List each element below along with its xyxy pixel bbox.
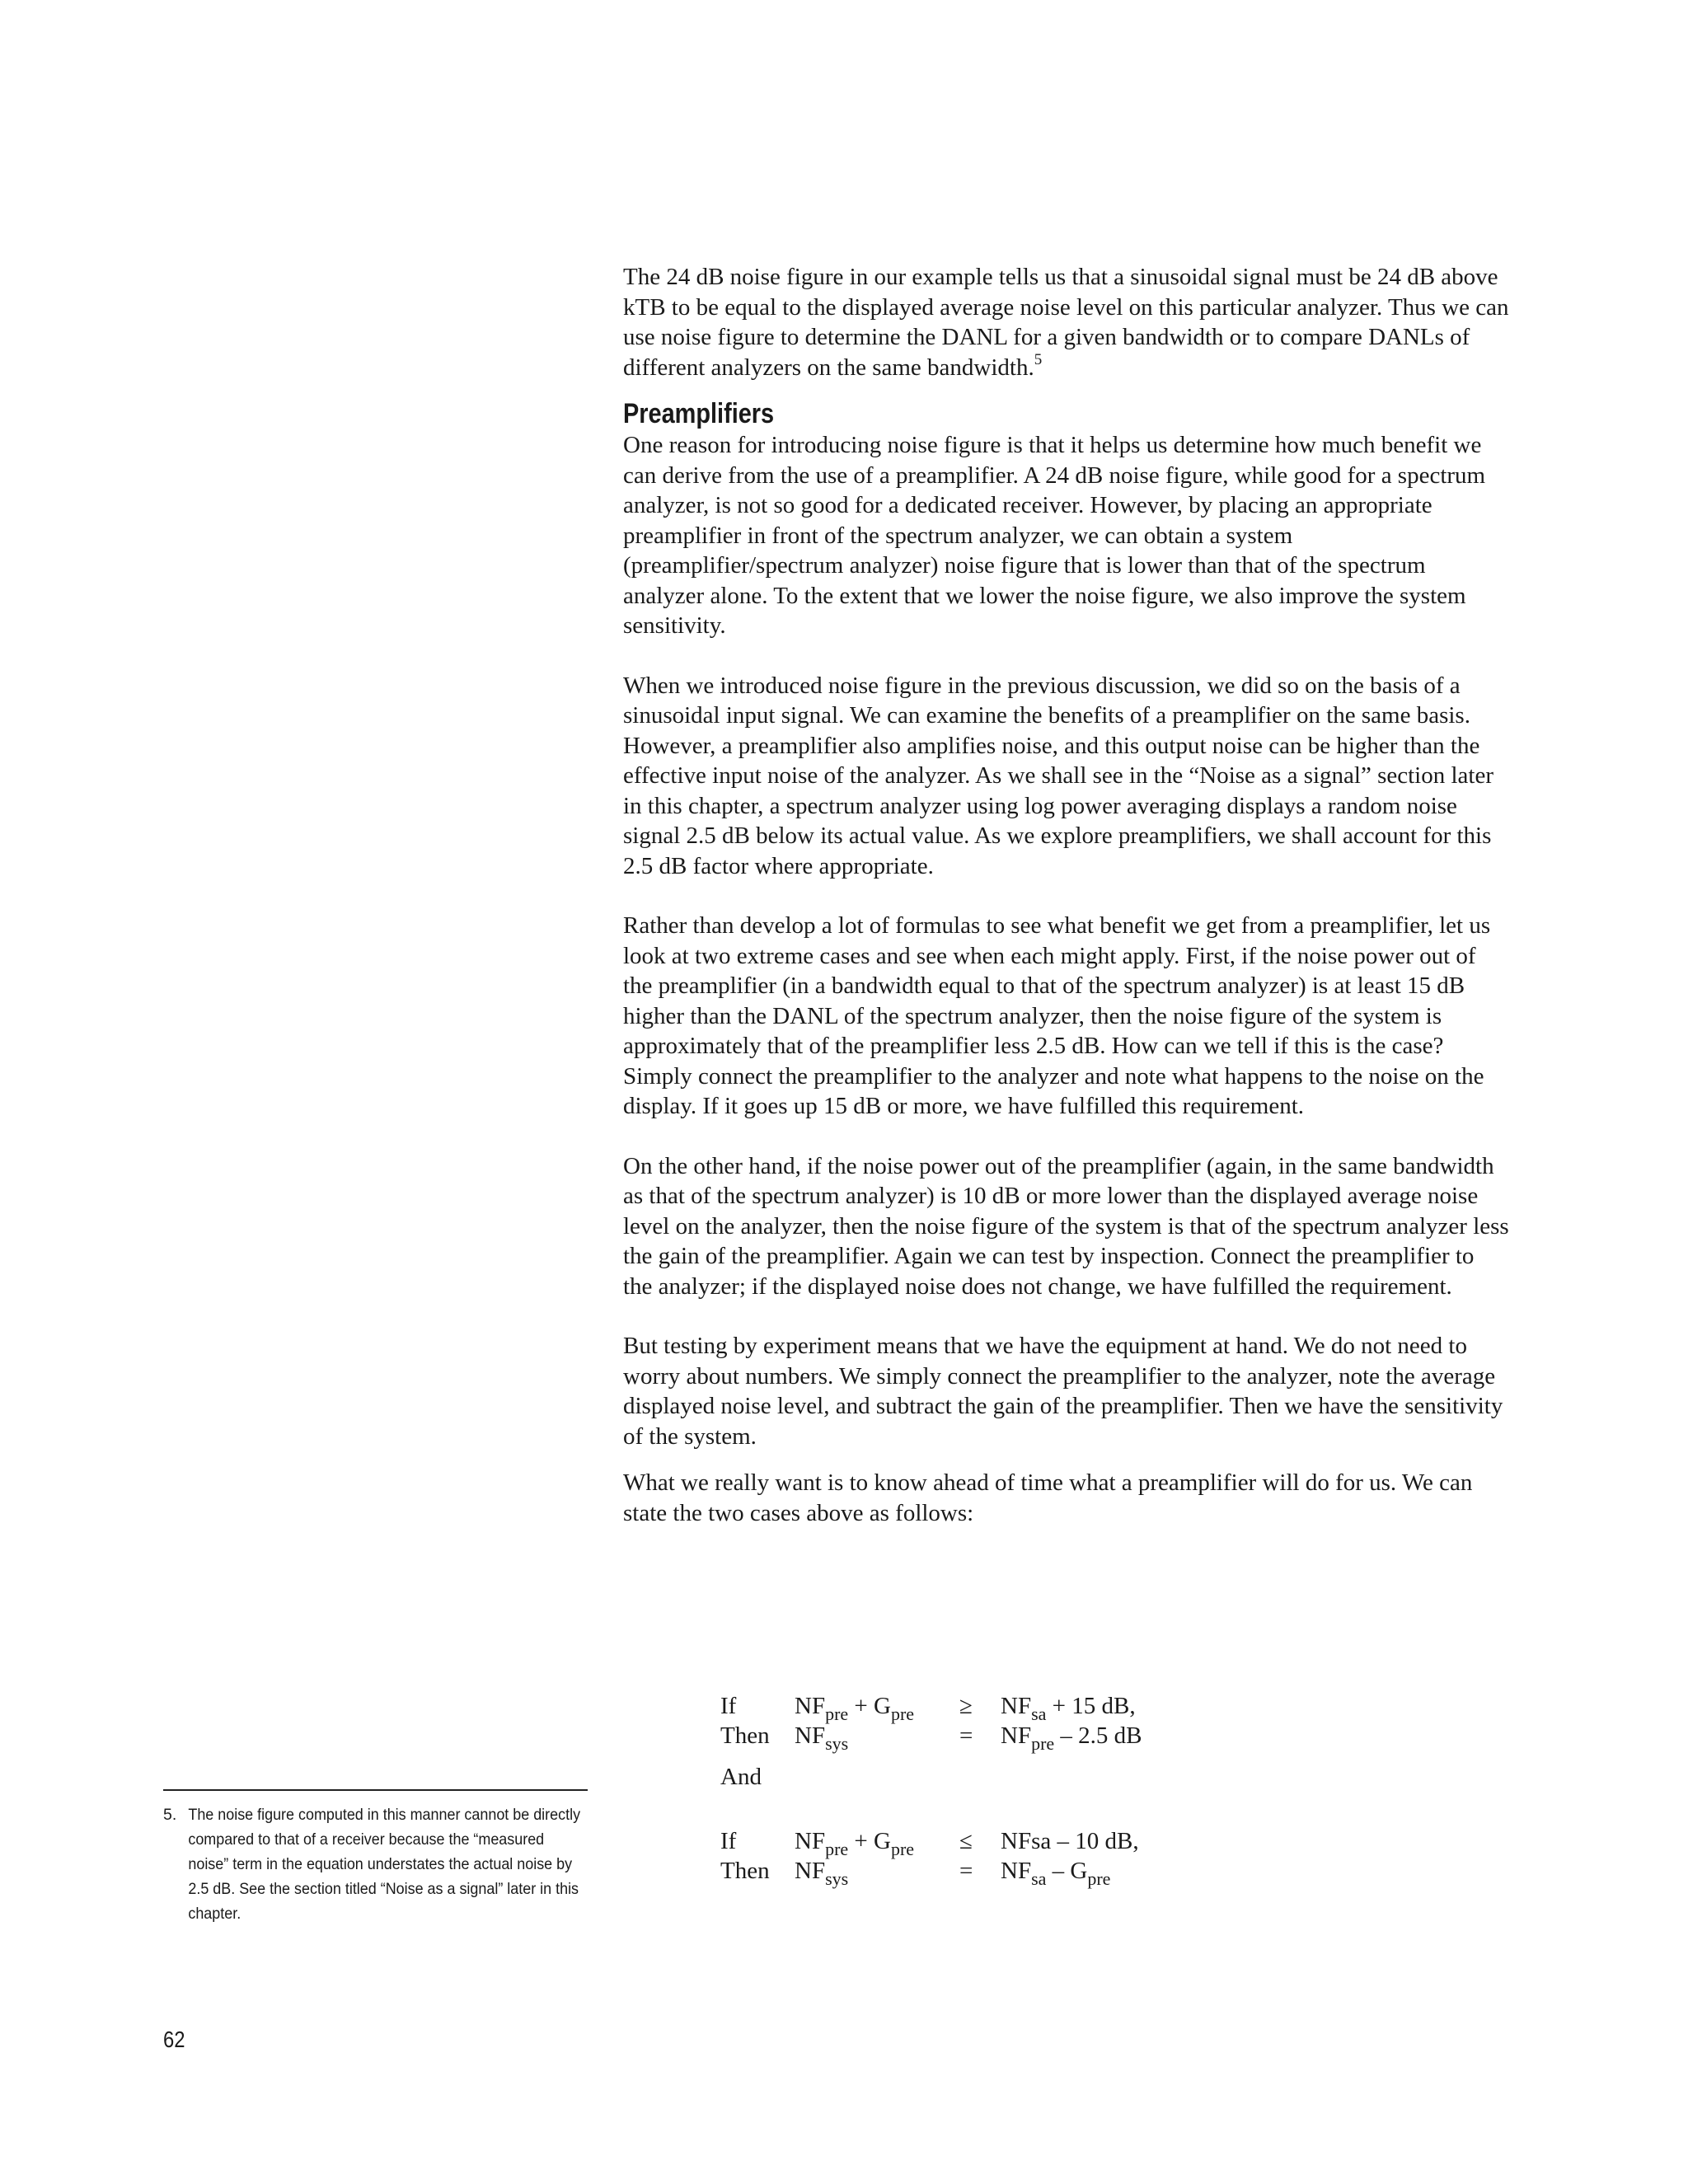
- paragraph-6: But testing by experiment means that we have the equipment at hand. We do not need to worry about numbers. We simply connect the preamplifier to the analyzer, note the average displayed noise level, and subtract the gain of the preamplifier. Then we have the sensitivity of the system.: [623, 1333, 1503, 1450]
- equation-operator: ≥: [959, 1693, 973, 1719]
- equation-row: [720, 1691, 1142, 1721]
- equation-operator: ≤: [959, 1828, 973, 1854]
- equation-operator: =: [959, 1722, 973, 1749]
- paragraph-2: One reason for introducing noise figure is that it helps us determine how much benefit we can derive from the use of a preamplifier. A 24 dB noise figure, while good for a spectrum analyzer, is not so good for a dedicated receiver. However, by placing an appropriate preamplifier in front of the spectrum analyzer, we can obtain a system (preamplifier/spectrum analyzer) noise figure that is lower than that of the spectrum analyzer alone. To the extent that we lower the noise figure, we also improve the system sensitivity.: [623, 432, 1486, 639]
- equation-rhs: $NF_{sa} + 15$ dB,: [1001, 1693, 1136, 1724]
- equation-keyword: If: [720, 1828, 737, 1854]
- equation-keyword: Then: [720, 1722, 770, 1749]
- equation-conjunction: And: [720, 1764, 762, 1790]
- paragraph-4: Rather than develop a lot of formulas to see what benefit we get from a preamplifier, let us look at two extreme cases and see when each might apply. First, if the noise power out of the preamplifier (in a bandwidth equal to that of the spectrum analyzer) is at least 15 dB higher than the DANL of the spectrum analyzer, then the noise figure of the system is approximately that of the preamplifier less 2.5 dB. How can we tell if this is the case? Simply connect the preamplifier to the analyzer and note what happens to the noise on the display. If it goes up 15 dB or more, we have fulfilled this requirement.: [623, 912, 1491, 1119]
- equation-block-2: [720, 1826, 1139, 1889]
- footnote-reference: 5: [1034, 350, 1043, 368]
- footnote-divider: [163, 1789, 588, 1791]
- equation-keyword: Then: [720, 1858, 770, 1884]
- main-text-column: [623, 262, 1509, 1528]
- equation-row: [720, 1856, 1139, 1886]
- footnote-text: The noise figure computed in this manner cannot be directly compared to that of a receiver because the “measured noise” term in the equation understates the actual noise by 2.5 dB. See the section titled “Noise as a signal” later in this chapter.: [188, 1806, 581, 1923]
- equation-lhs: $NF_{pre} + G_{pre}$: [795, 1693, 915, 1724]
- equation-rhs: $NF_{sa} - G_{pre}$: [1001, 1858, 1111, 1889]
- equation-operator: =: [959, 1858, 973, 1884]
- equation-block-1: [720, 1691, 1142, 1754]
- equation-lhs: $NF_{sys}$: [795, 1858, 849, 1889]
- equation-rhs: $NF_{pre} - 2.5$ dB: [1001, 1722, 1142, 1754]
- equation-row: [720, 1721, 1142, 1750]
- equation-row: [720, 1826, 1139, 1856]
- section-heading: Preamplifiers: [623, 398, 775, 429]
- page-number: 62: [163, 2027, 185, 2052]
- equation-keyword: If: [720, 1693, 737, 1719]
- footnote: [163, 1802, 592, 1926]
- paragraph-3: When we introduced noise figure in the previous discussion, we did so on the basis of a sinusoidal input signal. We can examine the benefits of a preamplifier on the same basis. However, a preamplifier also amplifies noise, and this output noise can be higher than the effective input noise of the analyzer. As we shall see in the “Noise as a signal” section later in this chapter, a spectrum analyzer using log power averaging displays a random noise signal 2.5 dB below its actual value. As we explore preamplifiers, we shall account for this 2.5 dB factor where appropriate.: [623, 672, 1493, 879]
- paragraph-7: What we really want is to know ahead of time what a preamplifier will do for us. We can state the two cases above as follows:: [623, 1469, 1473, 1526]
- equation-rhs: NFsa – 10 dB,: [1001, 1828, 1139, 1854]
- footnote-number: 5.: [163, 1806, 177, 1824]
- paragraph-5: On the other hand, if the noise power out of the preamplifier (again, in the same bandwidth as that of the spectrum analyzer) is 10 dB or more lower than the displayed average noise level on the analyzer, then the noise figure of the system is that of the spectrum analyzer less the gain of the preamplifier. Again we can test by inspection. Connect the preamplifier to the analyzer; if the displayed noise does not change, we have fulfilled the requirement.: [623, 1152, 1509, 1300]
- paragraph-intro: [623, 262, 1509, 382]
- equation-lhs: $NF_{sys}$: [795, 1722, 849, 1754]
- paragraph-intro-text: The 24 dB noise figure in our example tells us that a sinusoidal signal must be 24 dB above kTB to be equal to the displayed average noise level on this particular analyzer. Thus we can use noise figure to determine the DANL for a given bandwidth or to compare DANLs of different analyzers on the same bandwidth.: [623, 264, 1509, 381]
- equation-lhs: $NF_{pre} + G_{pre}$: [795, 1828, 915, 1859]
